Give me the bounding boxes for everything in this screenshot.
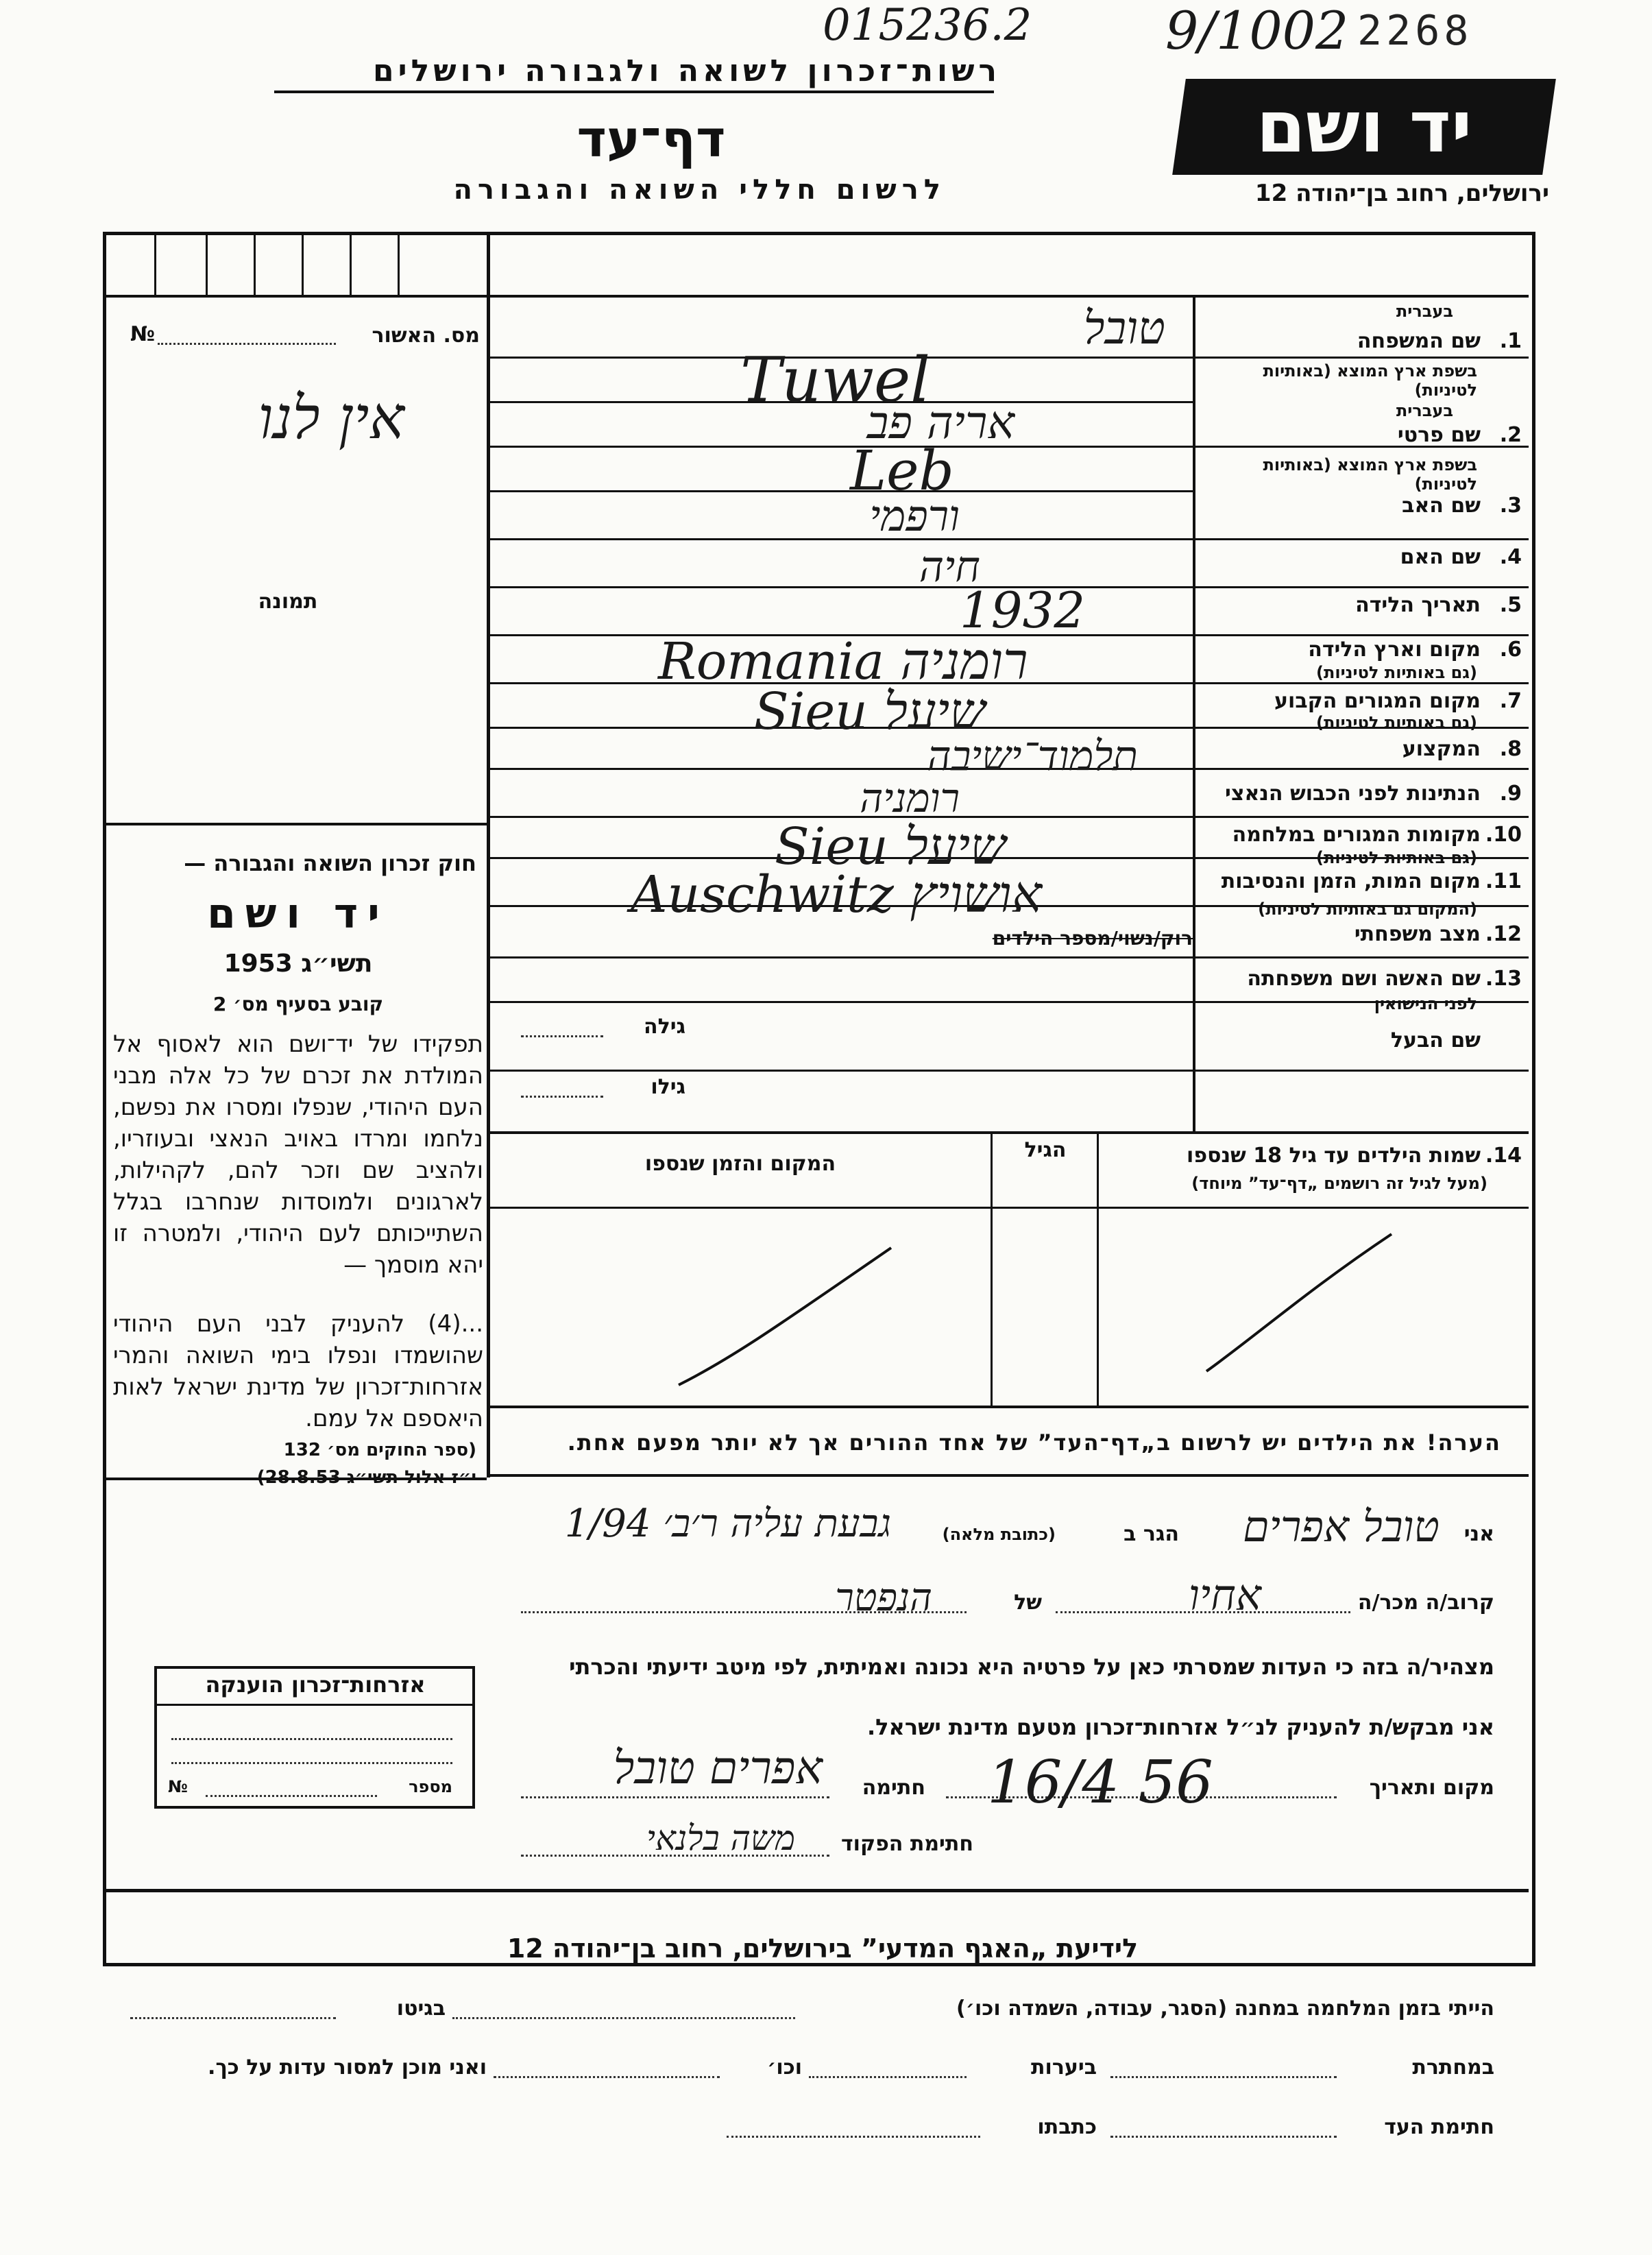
- top-strip-line: [106, 295, 1529, 298]
- field-3-number: 3.: [1499, 494, 1522, 518]
- residence-value[interactable]: Sieu שיעל: [754, 682, 986, 741]
- law-name: יד ושם: [207, 890, 389, 938]
- field-6-sublabel: (גם באותיות לטיניות): [1316, 663, 1477, 682]
- footer-address-label: כתבתו: [1037, 2115, 1097, 2139]
- officer-signature-value[interactable]: משה בלנאי: [646, 1818, 795, 1858]
- children-label: שמות הילדים עד גיל 18 שנספו: [1187, 1144, 1481, 1168]
- law-paragraph-1: תפקידו של יד־ושם הוא לאסוף אל המולדת את זכרם של כל אלה מבני העם היהודי, שנפלו ומסרו את נפשם, נלחמו ומרדו באויב הנאצי ובעוזריו, ולהציב שם וזכר להם, לקהילות, לארגונים ולמוסדות שנחרבו בגלל השתייכותם לעם היהודי, ולמטרה זו יהא מוסמך —: [113, 1030, 483, 1279]
- birthplace-value[interactable]: Romania רומניה: [658, 632, 1028, 691]
- header-address: ירושלים, רחוב בן־יהודה 12: [1254, 180, 1549, 207]
- footer-ghetto-label: בגיטו: [396, 1997, 446, 2021]
- field-8-label: המקצוע: [1402, 737, 1481, 761]
- relation-label: קרוב/ה מכר/ה: [1357, 1591, 1494, 1615]
- field-13-number: 13.: [1485, 967, 1522, 991]
- law-title: חוק זכרון השואה והגבורה —: [184, 850, 476, 876]
- children-strike-marks: [487, 1207, 1529, 1406]
- field-1-label: שם המשפחה: [1357, 329, 1481, 353]
- children-bottom-line: [487, 1406, 1529, 1408]
- field-1-sublabel: בשפת ארץ המוצא (באותיות לטיניות): [1263, 361, 1477, 400]
- nationality-value[interactable]: רומניה: [860, 775, 960, 821]
- form-subtitle: לרשום חללי השואה והגבורה: [453, 174, 946, 206]
- children-sublabel: (מעל לגיל זה רושמים „דף־עד” מיוחד): [1191, 1174, 1487, 1193]
- approval-field[interactable]: [158, 343, 336, 345]
- officer-signature-label: חתימת הפקוד: [841, 1832, 973, 1856]
- field-11-number: 11.: [1485, 869, 1522, 893]
- field-13-sublabel: לפני הנישואין: [1374, 994, 1477, 1013]
- declaration-request: אני מבקש/ת להעניק לנ״ל אזרחות־זכרון מטעם מדינת ישראל.: [867, 1714, 1494, 1740]
- strike-right: [1206, 1234, 1392, 1371]
- field-1-number: 1.: [1499, 329, 1522, 353]
- field-13-label: שם האשה ושם משפחתה: [1247, 967, 1481, 991]
- page-number-stamp: 2268: [1357, 7, 1473, 55]
- field-10-sublabel: (גם באותיות לטיניות): [1316, 848, 1477, 867]
- field-10-number: 10.: [1485, 823, 1522, 847]
- field-14-number: 14.: [1485, 1144, 1522, 1168]
- citizenship-box-title: אזרחות־זכרון הוענקה: [205, 1672, 426, 1698]
- deceased-reference-value[interactable]: הנפטר: [835, 1576, 932, 1620]
- field-9-label: הנתינות לפני הכבוש הנאצי: [1225, 782, 1481, 806]
- field-8-number: 8.: [1499, 737, 1522, 761]
- field-7-number: 7.: [1499, 689, 1522, 713]
- citizenship-number-sign: №: [168, 1777, 188, 1796]
- note-line: [487, 1474, 1529, 1477]
- first-name-hebrew-value[interactable]: אריה פב: [866, 396, 1015, 449]
- full-address-label: (כתובת מלאה): [942, 1525, 1056, 1544]
- approval-handwriting: אין לנו: [258, 384, 404, 453]
- mother-name-value[interactable]: חיה: [919, 542, 980, 592]
- field-10-label: מקומות המגורים במלחמה: [1232, 823, 1481, 847]
- address-value[interactable]: גבעת עליה ר׳ב׳ 1/94: [564, 1502, 891, 1546]
- field-5-label: תאריך הלידה: [1355, 593, 1481, 617]
- children-place-column: המקום והזמן שנספו: [644, 1152, 836, 1176]
- husband-age-label: גילו: [651, 1075, 685, 1099]
- authority-title: רשות־זכרון לשואה ולגבורה ירושלים: [373, 53, 1001, 88]
- profession-value[interactable]: תלמוד־ישיבה: [927, 732, 1138, 780]
- citizenship-number-field[interactable]: [206, 1795, 377, 1797]
- footer-title: לידיעת „האגף המדעי” בירושלים, רחוב בן־יהודה 12: [507, 1933, 1139, 1964]
- first-name-latin-value[interactable]: Leb: [850, 439, 954, 503]
- wife-age-label: גילה: [644, 1015, 685, 1039]
- field-4-number: 4.: [1499, 545, 1522, 569]
- field-12-number: 12.: [1485, 922, 1522, 946]
- relation-value[interactable]: אחיו: [1188, 1570, 1261, 1620]
- citizenship-number-label: מספר: [409, 1777, 452, 1796]
- field-9-number: 9.: [1499, 782, 1522, 806]
- photo-bottom-line: [106, 823, 487, 825]
- yad-vashem-logo: [1172, 79, 1556, 175]
- law-year: תשי״ג 1953: [223, 950, 373, 978]
- signature-value[interactable]: אפרים טובל: [613, 1741, 823, 1794]
- law-source: (ספר החוקים מס׳ 132: [283, 1440, 476, 1460]
- field-2-number: 2.: [1499, 423, 1522, 447]
- death-place-value[interactable]: Auschwitz אושויץ: [631, 865, 1043, 924]
- law-date: י״ז אלול תשי״ג 28.8.53): [256, 1467, 476, 1488]
- field-2-sublabel: בשפת ארץ המוצא (באותיות לטיניות): [1263, 455, 1477, 494]
- footer-underground-label: במחתרת: [1412, 2055, 1494, 2079]
- field-7-sublabel: (גם באותיות לטיניות): [1316, 713, 1477, 732]
- footer-etc-label: וכו׳: [767, 2055, 802, 2079]
- husband-age-field[interactable]: [521, 1096, 603, 1098]
- surname-hebrew-value[interactable]: טובל: [1083, 302, 1165, 354]
- logo-text: יד ושם: [1256, 85, 1472, 169]
- children-note: הערה! את הילדים יש לרשום ב„דף־העד” של אחד ההורים אך לא יותר מפעם אחת.: [567, 1430, 1501, 1456]
- father-name-value[interactable]: ורפמי: [869, 491, 960, 541]
- footer-camp-label: הייתי בזמן המלחמה במחנה (הסגר, עבודה, השמדה וכו׳): [956, 1997, 1494, 2021]
- strike-left: [679, 1248, 891, 1385]
- birth-date-value[interactable]: 1932: [960, 581, 1086, 639]
- field-1-language: בעברית: [1396, 302, 1453, 321]
- footer-witness-signature-label: חתימת העד: [1384, 2115, 1494, 2139]
- law-paragraph-2: ...(4) להעניק לבני העם היהודי שהושמדו ונפלו בימי השואה והמרי אזרחות־זכרון של מדינת ישראל לאות היאספם אל עמם.: [113, 1310, 483, 1432]
- field-2-label: שם פרטי: [1397, 423, 1481, 447]
- field-11-sublabel: (המקום גם באותיות לטיניות): [1258, 900, 1477, 919]
- law-section: קובע בסעיף מס׳ 2: [212, 993, 384, 1015]
- declarant-name-value[interactable]: טובל אפרים: [1243, 1502, 1440, 1552]
- form-title: דף־עד: [576, 110, 726, 169]
- wife-age-field[interactable]: [521, 1035, 603, 1037]
- field-6-label: מקום וארץ הלידה: [1308, 638, 1481, 662]
- field-3-label: שם האב: [1402, 494, 1481, 518]
- wartime-residence-value[interactable]: Sieu שיעל: [775, 817, 1006, 876]
- field-7-label: מקום המגורים הקבוע: [1274, 689, 1481, 713]
- children-age-column: הגיל: [1024, 1138, 1067, 1162]
- footer-forests-label: ביערות: [1031, 2055, 1097, 2079]
- declarant-label: אני: [1463, 1522, 1494, 1546]
- place-date-label: מקום ותאריך: [1369, 1776, 1494, 1800]
- field-12-label: מצב משפחתי: [1354, 922, 1481, 946]
- file-number-stamp: 9/1002: [1165, 0, 1349, 61]
- photo-label: תמונה: [258, 590, 318, 614]
- archive-number-stamp: 015236.2: [823, 0, 1032, 51]
- marital-status-options[interactable]: רוק/נשוי/מספר הילדים: [992, 927, 1193, 950]
- approval-label: מס. האשור: [372, 324, 480, 348]
- approval-number-sign: №: [130, 322, 156, 346]
- footer-testimony-label: ואני מוכן למסור עדות על כך.: [208, 2055, 487, 2079]
- field-4-label: שם האם: [1400, 545, 1481, 569]
- surname-latin-value[interactable]: Tuwel: [740, 344, 931, 416]
- husband-label: שם הבעל: [1390, 1028, 1481, 1052]
- footer-divider: [106, 1889, 1529, 1892]
- field-2-language: בעברית: [1396, 401, 1453, 420]
- field-5-number: 5.: [1499, 593, 1522, 617]
- declaration-statement: מצהיר/ה בזה כי העדות שמסרתי כאן על פרטיה היא נכונה ואמיתית, לפי מיטב ידיעתי והכרתי: [569, 1654, 1494, 1680]
- signature-label: חתימה: [862, 1776, 925, 1800]
- law-bottom-line: [106, 1478, 487, 1480]
- label-column-divider: [1193, 295, 1195, 1131]
- residing-label: הגר ב: [1123, 1522, 1179, 1546]
- field-6-number: 6.: [1499, 638, 1522, 662]
- date-value[interactable]: 16/4 56: [987, 1748, 1213, 1817]
- field-11-label: מקום המות, הזמן והנסיבות: [1221, 869, 1481, 893]
- of-label: של: [1014, 1591, 1042, 1615]
- authority-underline: [274, 91, 994, 93]
